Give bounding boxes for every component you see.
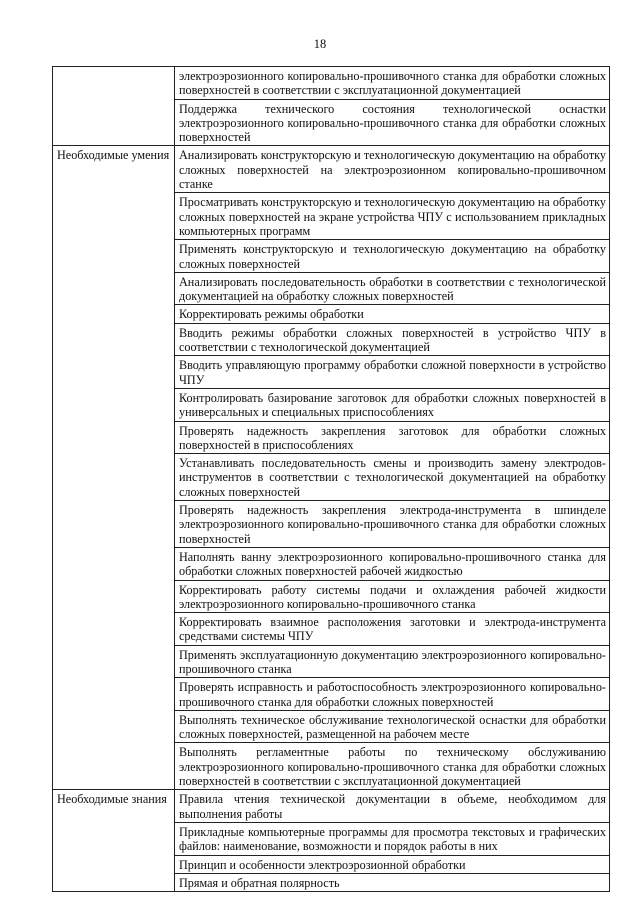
section-label: Необходимые знания [53, 790, 175, 892]
table-row [53, 67, 610, 100]
requirement-item: Анализировать последовательность обработки в соответствии с технологической документацией на обработку сложных поверхностей [175, 272, 610, 305]
requirement-item: Прямая и обратная полярность [175, 873, 610, 891]
table-row [53, 146, 610, 193]
requirement-item: Применять конструкторскую и технологическую документацию на обработку сложных поверхностей [175, 240, 610, 273]
requirement-item: Поддержка технического состояния технологической оснастки электроэрозионного копировально-прошивочного станка для обработки сложных поверхностей [175, 99, 610, 146]
requirement-item: Просматривать конструкторскую и технологическую документацию на обработку сложных поверхностей на экране устройства ЧПУ с использованием прикладных компьютерных программ [175, 193, 610, 240]
requirement-item: Корректировать взаимное расположения заготовки и электрода-инструмента средствами системы ЧПУ [175, 613, 610, 646]
requirement-item: Устанавливать последовательность смены и производить замену электродов-инструментов в соответствии с технологической документацией на обработку сложных поверхностей [175, 454, 610, 501]
requirement-item: Выполнять техническое обслуживание технологической оснастки для обработки сложных поверхностей, размещенной на рабочем месте [175, 710, 610, 743]
requirement-item: Проверять исправность и работоспособность электроэрозионного копировально-прошивочного станка для обработки сложных поверхностей [175, 678, 610, 711]
requirement-item: Вводить режимы обработки сложных поверхностей в устройство ЧПУ в соответствии с технологической документацией [175, 323, 610, 356]
requirement-item: Прикладные компьютерные программы для просмотра текстовых и графических файлов: наименование, возможности и порядок работы в них [175, 822, 610, 855]
requirement-item: Проверять надежность закрепления заготовок для обработки сложных поверхностей в приспособлениях [175, 421, 610, 454]
requirement-item: Принцип и особенности электроэрозионной обработки [175, 855, 610, 873]
requirement-item: электроэрозионного копировально-прошивочного станка для обработки сложных поверхностей в соответствии с эксплуатационной документацией [175, 67, 610, 100]
requirement-item: Корректировать работу системы подачи и охлаждения рабочей жидкости электроэрозионного копировально-прошивочного станка [175, 580, 610, 613]
requirement-item: Правила чтения технической документации в объеме, необходимом для выполнения работы [175, 790, 610, 823]
requirement-item: Контролировать базирование заготовок для обработки сложных поверхностей в универсальных и специальных приспособлениях [175, 388, 610, 421]
requirement-item: Применять эксплуатационную документацию электроэрозионного копировально-прошивочного станка [175, 645, 610, 678]
requirement-item: Вводить управляющую программу обработки сложной поверхности в устройство ЧПУ [175, 356, 610, 389]
page-number: 18 [313, 37, 327, 51]
requirement-item: Выполнять регламентные работы по техническому обслуживанию электроэрозионного копировально-прошивочного станка для обработки сложных поверхностей в соответствии с эксплуатационной документацией [175, 743, 610, 790]
section-label [53, 67, 175, 146]
requirement-item: Анализировать конструкторскую и технологическую документацию на обработку сложных поверхностей на электроэрозионном копировально-прошивочном станке [175, 146, 610, 193]
requirement-item: Проверять надежность закрепления электрода-инструмента в шпинделе электроэрозионного копировально-прошивочного станка для обработки сложных поверхностей [175, 501, 610, 548]
requirement-item: Корректировать режимы обработки [175, 305, 610, 323]
requirement-item: Наполнять ванну электроэрозионного копировально-прошивочного станка для обработки сложных поверхностей рабочей жидкостью [175, 547, 610, 580]
table-row [53, 790, 610, 823]
section-label: Необходимые умения [53, 146, 175, 790]
requirements-table [52, 66, 610, 892]
